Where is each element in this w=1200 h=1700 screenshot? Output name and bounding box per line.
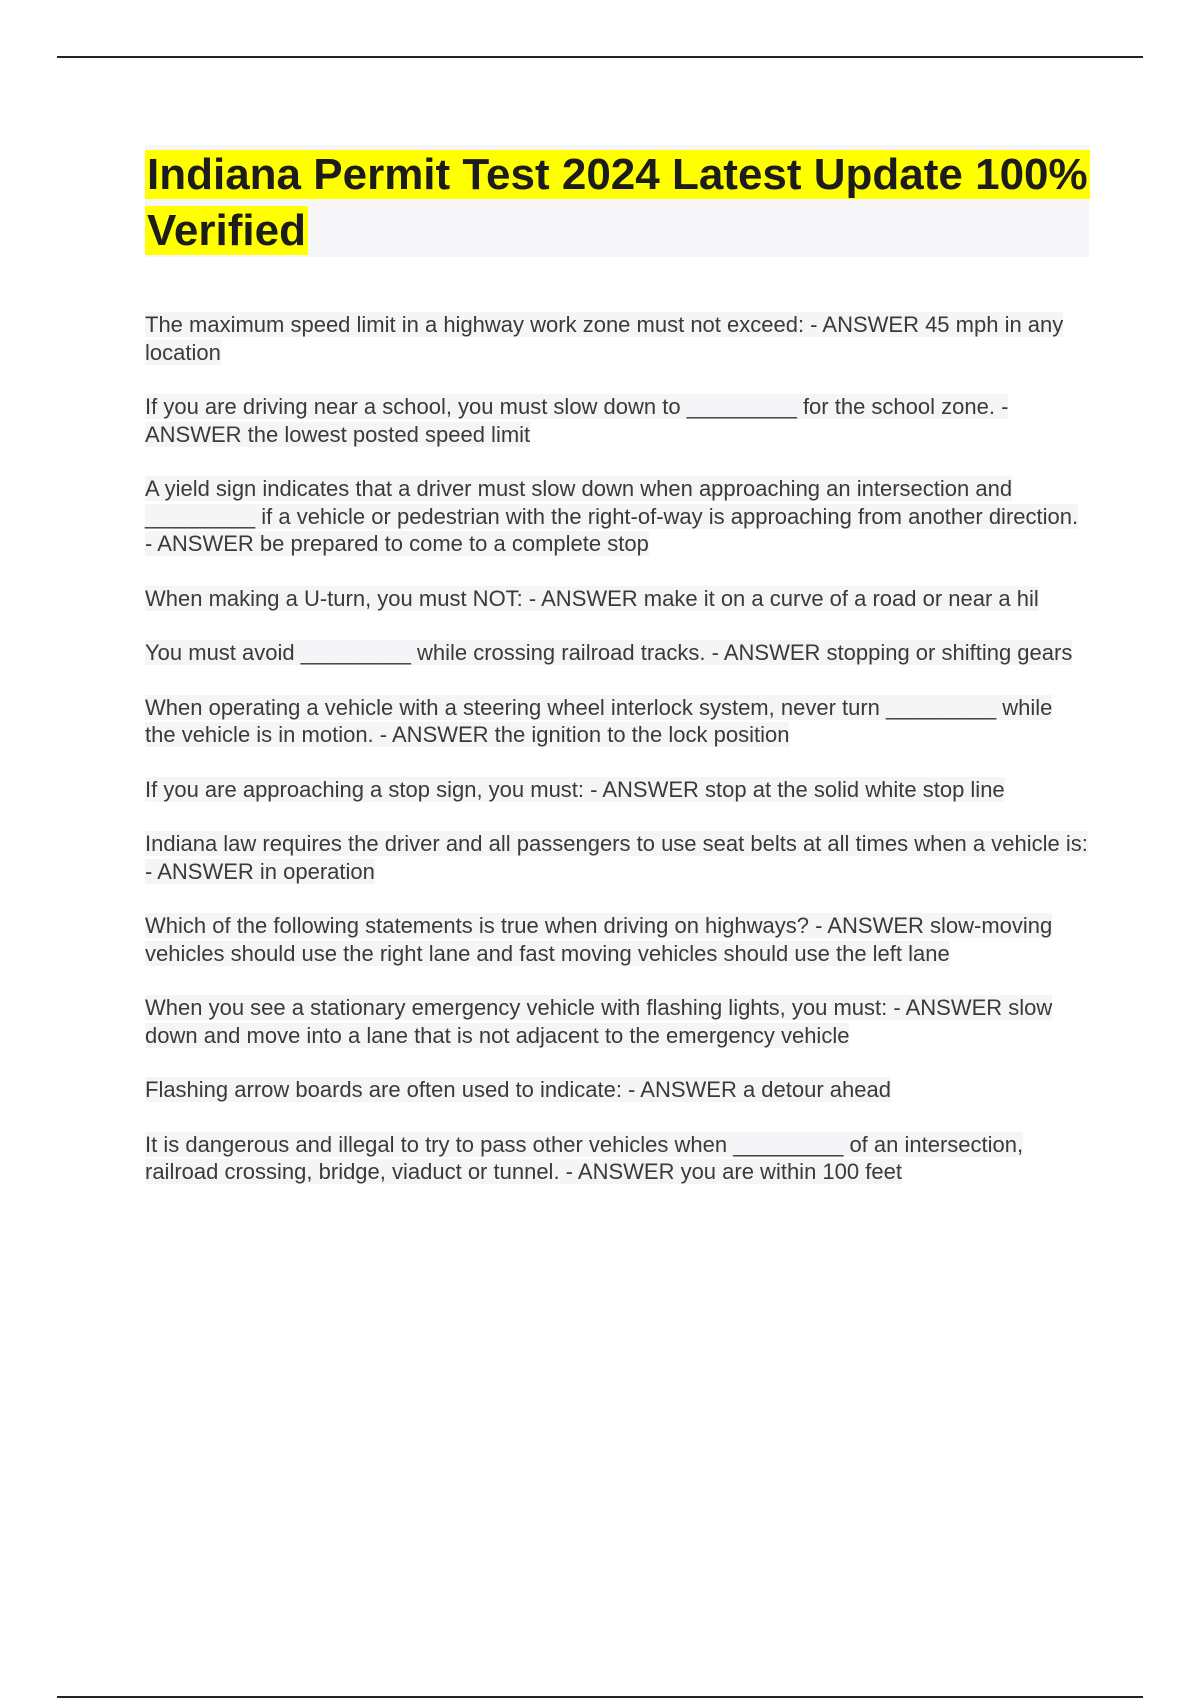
qa-item-text: When making a U-turn, you must NOT: - ANSWER make it on a curve of a road or near a hil (145, 585, 1039, 611)
qa-item (145, 912, 1089, 967)
qa-item (145, 1131, 1089, 1186)
qa-item-text: A yield sign indicates that a driver must slow down when approaching an intersection and _________ if a vehicle or pedestrian with the right-of-way is approaching from another direction. - ANSWER be prepared to come to a complete stop (145, 476, 1079, 556)
page-title-highlight: Indiana Permit Test 2024 Latest Update 100% Verified (147, 150, 1088, 255)
qa-item (145, 694, 1089, 749)
qa-item-text: When operating a vehicle with a steering wheel interlock system, never turn _________ while the vehicle is in motion. - ANSWER the ignition to the lock position (145, 694, 1053, 747)
top-divider (57, 56, 1143, 58)
qa-item (145, 994, 1089, 1049)
qa-item-text: Flashing arrow boards are often used to indicate: - ANSWER a detour ahead (145, 1077, 891, 1102)
page-title (145, 145, 1089, 259)
qa-item-text: You must avoid _________ while crossing railroad tracks. - ANSWER stopping or shifting gears (145, 640, 1073, 665)
bottom-divider (57, 1696, 1143, 1698)
qa-item-text: It is dangerous and illegal to try to pass other vehicles when _________ of an intersection, railroad crossing, bridge, viaduct or tunnel. - ANSWER you are within 100 feet (145, 1131, 1024, 1184)
qa-item-text: If you are driving near a school, you must slow down to _________ for the school zone. - ANSWER the lowest posted speed limit (145, 394, 1009, 447)
qa-item-text: When you see a stationary emergency vehicle with flashing lights, you must: - ANSWER slow down and move into a lane that is not adjacent to the emergency vehicle (145, 995, 1053, 1048)
qa-item (145, 475, 1089, 558)
qa-item-text: Which of the following statements is true when driving on highways? - ANSWER slow-moving vehicles should use the right lane and fast moving vehicles should use the left lane (145, 913, 1053, 966)
qa-item (145, 585, 1089, 613)
qa-item (145, 393, 1089, 448)
qa-item-text: Indiana law requires the driver and all passengers to use seat belts at all times when a vehicle is: - ANSWER in operation (145, 831, 1088, 884)
qa-item (145, 830, 1089, 885)
qa-item (145, 1076, 1089, 1104)
qa-item (145, 311, 1089, 366)
qa-item (145, 639, 1089, 667)
qa-item-text: If you are approaching a stop sign, you must: - ANSWER stop at the solid white stop line (145, 776, 1005, 802)
qa-item-text: The maximum speed limit in a highway work zone must not exceed: - ANSWER 45 mph in any location (145, 312, 1064, 365)
qa-item (145, 776, 1089, 804)
qa-list (145, 311, 1089, 1213)
title-block (145, 145, 1089, 257)
